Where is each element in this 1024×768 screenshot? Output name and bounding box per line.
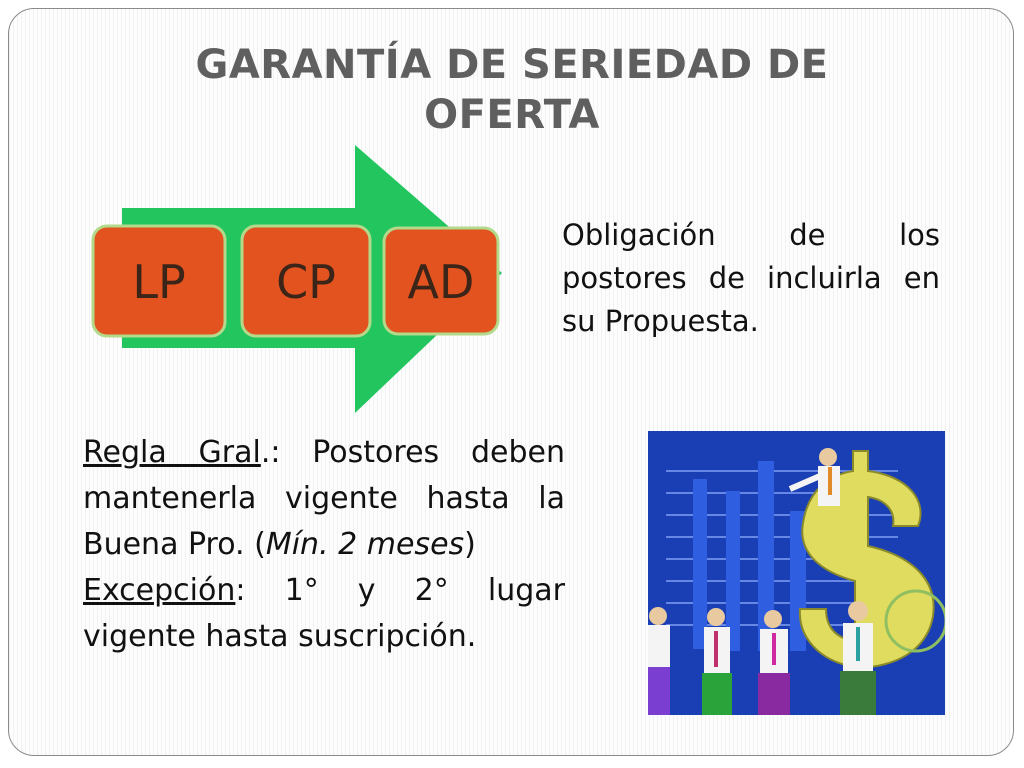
- rule-label: Regla Gral: [83, 435, 261, 470]
- obligation-text: Obligación de los postores de incluirla en su Propuesta.: [562, 218, 940, 338]
- rule-text-end: ): [464, 527, 476, 562]
- process-arrow-diagram: [90, 143, 510, 418]
- rule-text: Postores deben mantenerla vigente hasta la Buena Pro. (: [83, 435, 565, 562]
- rule-separator: .:: [260, 435, 313, 470]
- box-cp: [242, 226, 370, 336]
- box-ad-label: AD: [407, 255, 475, 309]
- business-people-dollar-icon: [648, 431, 945, 715]
- box-lp: [93, 226, 225, 336]
- box-cp-label: CP: [276, 255, 336, 309]
- exception-separator: :: [235, 573, 285, 608]
- box-lp-label: LP: [132, 255, 186, 309]
- rule-paragraph: [83, 430, 565, 660]
- box-ad: [384, 228, 498, 334]
- exception-text: 1° y 2° lugar vigente hasta suscripción.: [83, 573, 565, 654]
- slide-title: GARANTÍA DE SERIEDAD DE OFERTA: [195, 42, 829, 138]
- exception-label: Excepción: [83, 573, 236, 608]
- rule-italic: Mín. 2 meses: [265, 527, 465, 562]
